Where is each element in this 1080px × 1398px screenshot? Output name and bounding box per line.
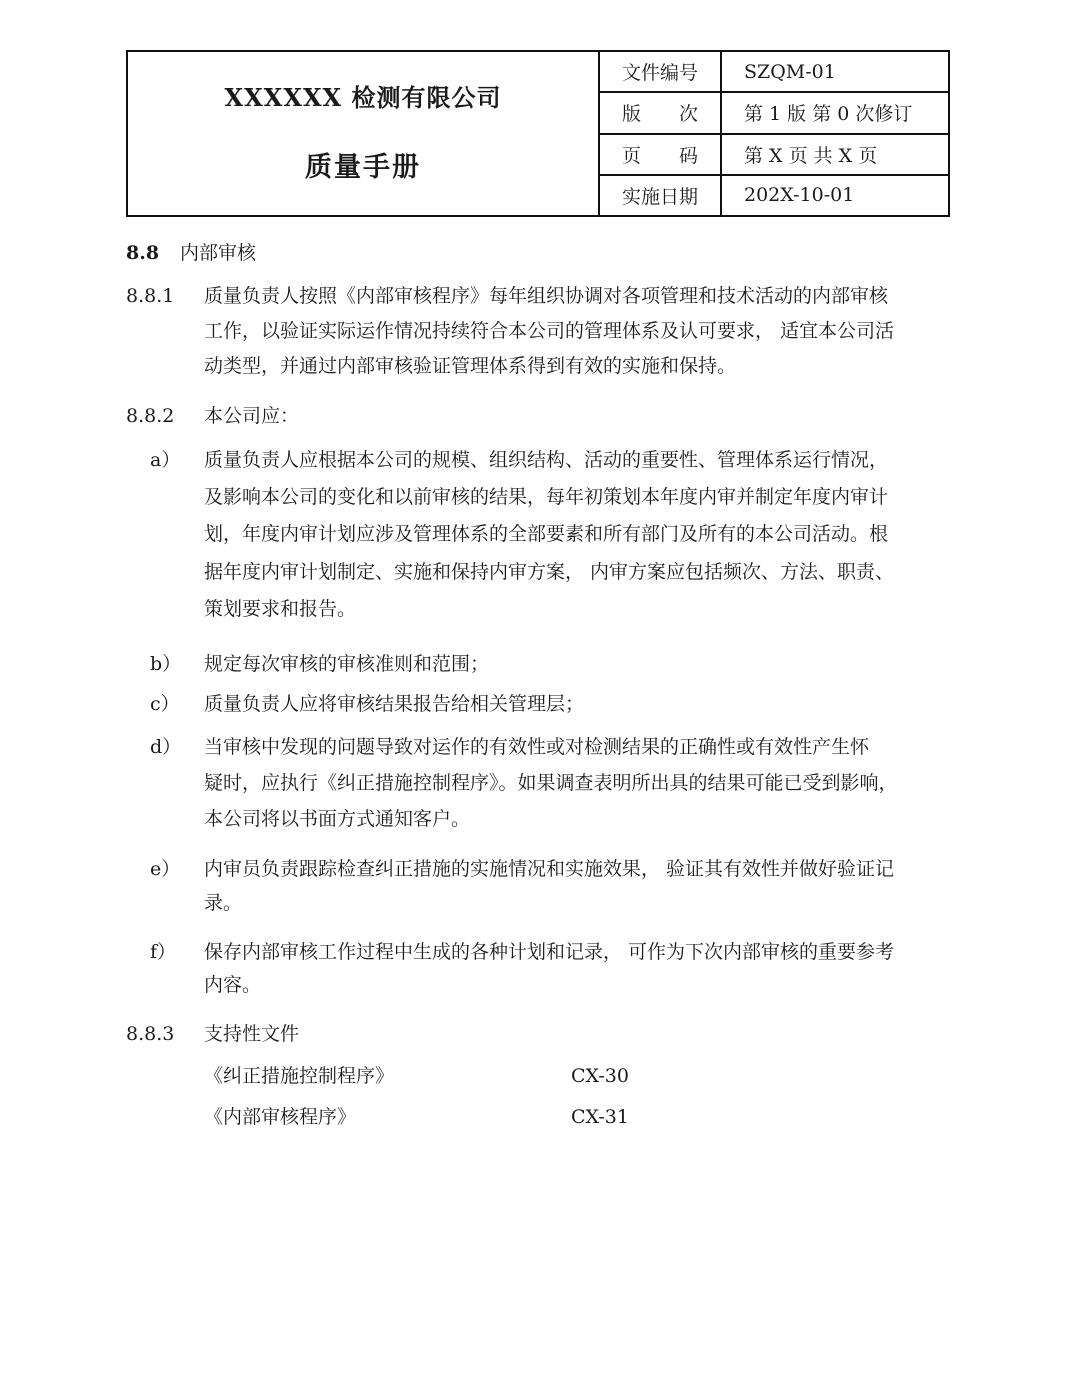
item-c-label: c）	[150, 693, 180, 715]
clause-881-line-1: 质量负责人按照《内部审核程序》每年组织协调对各项管理和技术活动的内部审核	[204, 285, 889, 307]
header-row-page	[600, 135, 948, 176]
header-row-doc-number	[600, 52, 948, 93]
page-label: 页 码	[600, 135, 722, 174]
item-a-label: a）	[150, 449, 181, 471]
item-a-line-1: 质量负责人应根据本公司的规模、组织结构、活动的重要性、管理体系运行情况，	[204, 449, 889, 471]
item-a-line-3: 划，年度内审计划应涉及管理体系的全部要素和所有部门及所有的本公司活动。根	[204, 523, 889, 545]
support-doc-code: CX-31	[571, 1106, 629, 1128]
clause-881-line-2: 工作，以验证实际运作情况持续符合本公司的管理体系及认可要求， 适宜本公司活	[204, 320, 895, 342]
item-a-line-4: 据年度内审计划制定、实施和保持内审方案， 内审方案应包括频次、方法、职责、	[204, 561, 895, 583]
header-row-date	[600, 176, 948, 215]
section-number: 8.8	[126, 242, 160, 264]
item-e-line-2: 录。	[204, 892, 243, 914]
item-b-label: b）	[150, 653, 182, 675]
support-doc-name: 《纠正措施控制程序》	[204, 1065, 395, 1087]
item-d-label: d）	[150, 736, 182, 758]
item-e-line-1: 内审员负责跟踪检查纠正措施的实施情况和实施效果， 验证其有效性并做好验证记	[204, 858, 895, 880]
manual-title: 质量手册	[305, 151, 421, 183]
date-value: 202X-10-01	[744, 184, 855, 207]
company-name: XXXXXX 检测有限公司	[224, 82, 502, 112]
item-c-line-1: 质量负责人应将审核结果报告给相关管理层；	[204, 693, 585, 715]
item-f-line-1: 保存内部审核工作过程中生成的各种计划和记录， 可作为下次内部审核的重要参考	[204, 941, 895, 963]
clause-883-number: 8.8.3	[126, 1023, 175, 1045]
doc-number-label: 文件编号	[600, 52, 722, 91]
item-f-label: f）	[150, 941, 177, 963]
page-value: 第 X 页 共 X 页	[744, 144, 878, 167]
item-a-line-2: 及影响本公司的变化和以前审核的结果，每年初策划本年度内审并制定年度内审计	[204, 486, 889, 508]
date-label: 实施日期	[600, 176, 722, 215]
clause-882-number: 8.8.2	[126, 405, 175, 427]
item-f-line-2: 内容。	[204, 974, 262, 996]
item-e-label: e）	[150, 858, 181, 880]
item-d-line-3: 本公司将以书面方式通知客户。	[204, 808, 471, 830]
clause-881-number: 8.8.1	[126, 285, 175, 307]
doc-number-value: SZQM-01	[744, 60, 836, 83]
clause-882-title: 本公司应：	[204, 405, 300, 427]
version-label: 版 次	[600, 93, 722, 132]
support-doc-code: CX-30	[571, 1065, 629, 1087]
header-title-block	[128, 52, 600, 215]
clause-881-line-3: 动类型，并通过内部审核验证管理体系得到有效的实施和保持。	[204, 355, 737, 377]
document-header-table	[126, 50, 950, 217]
header-meta-block	[600, 52, 948, 215]
section-title: 内部审核	[180, 242, 257, 264]
item-a-line-5: 策划要求和报告。	[204, 598, 357, 620]
item-d-line-2: 疑时，应执行《纠正措施控制程序》。如果调查表明所出具的结果可能已受到影响，	[204, 772, 898, 794]
version-value: 第 1 版 第 0 次修订	[744, 103, 913, 126]
clause-883-title: 支持性文件	[204, 1023, 300, 1045]
header-row-version	[600, 93, 948, 134]
item-b-line-1: 规定每次审核的审核准则和范围；	[204, 653, 490, 675]
item-d-line-1: 当审核中发现的问题导致对运作的有效性或对检测结果的正确性或有效性产生怀	[204, 736, 870, 758]
support-doc-name: 《内部审核程序》	[204, 1106, 357, 1128]
